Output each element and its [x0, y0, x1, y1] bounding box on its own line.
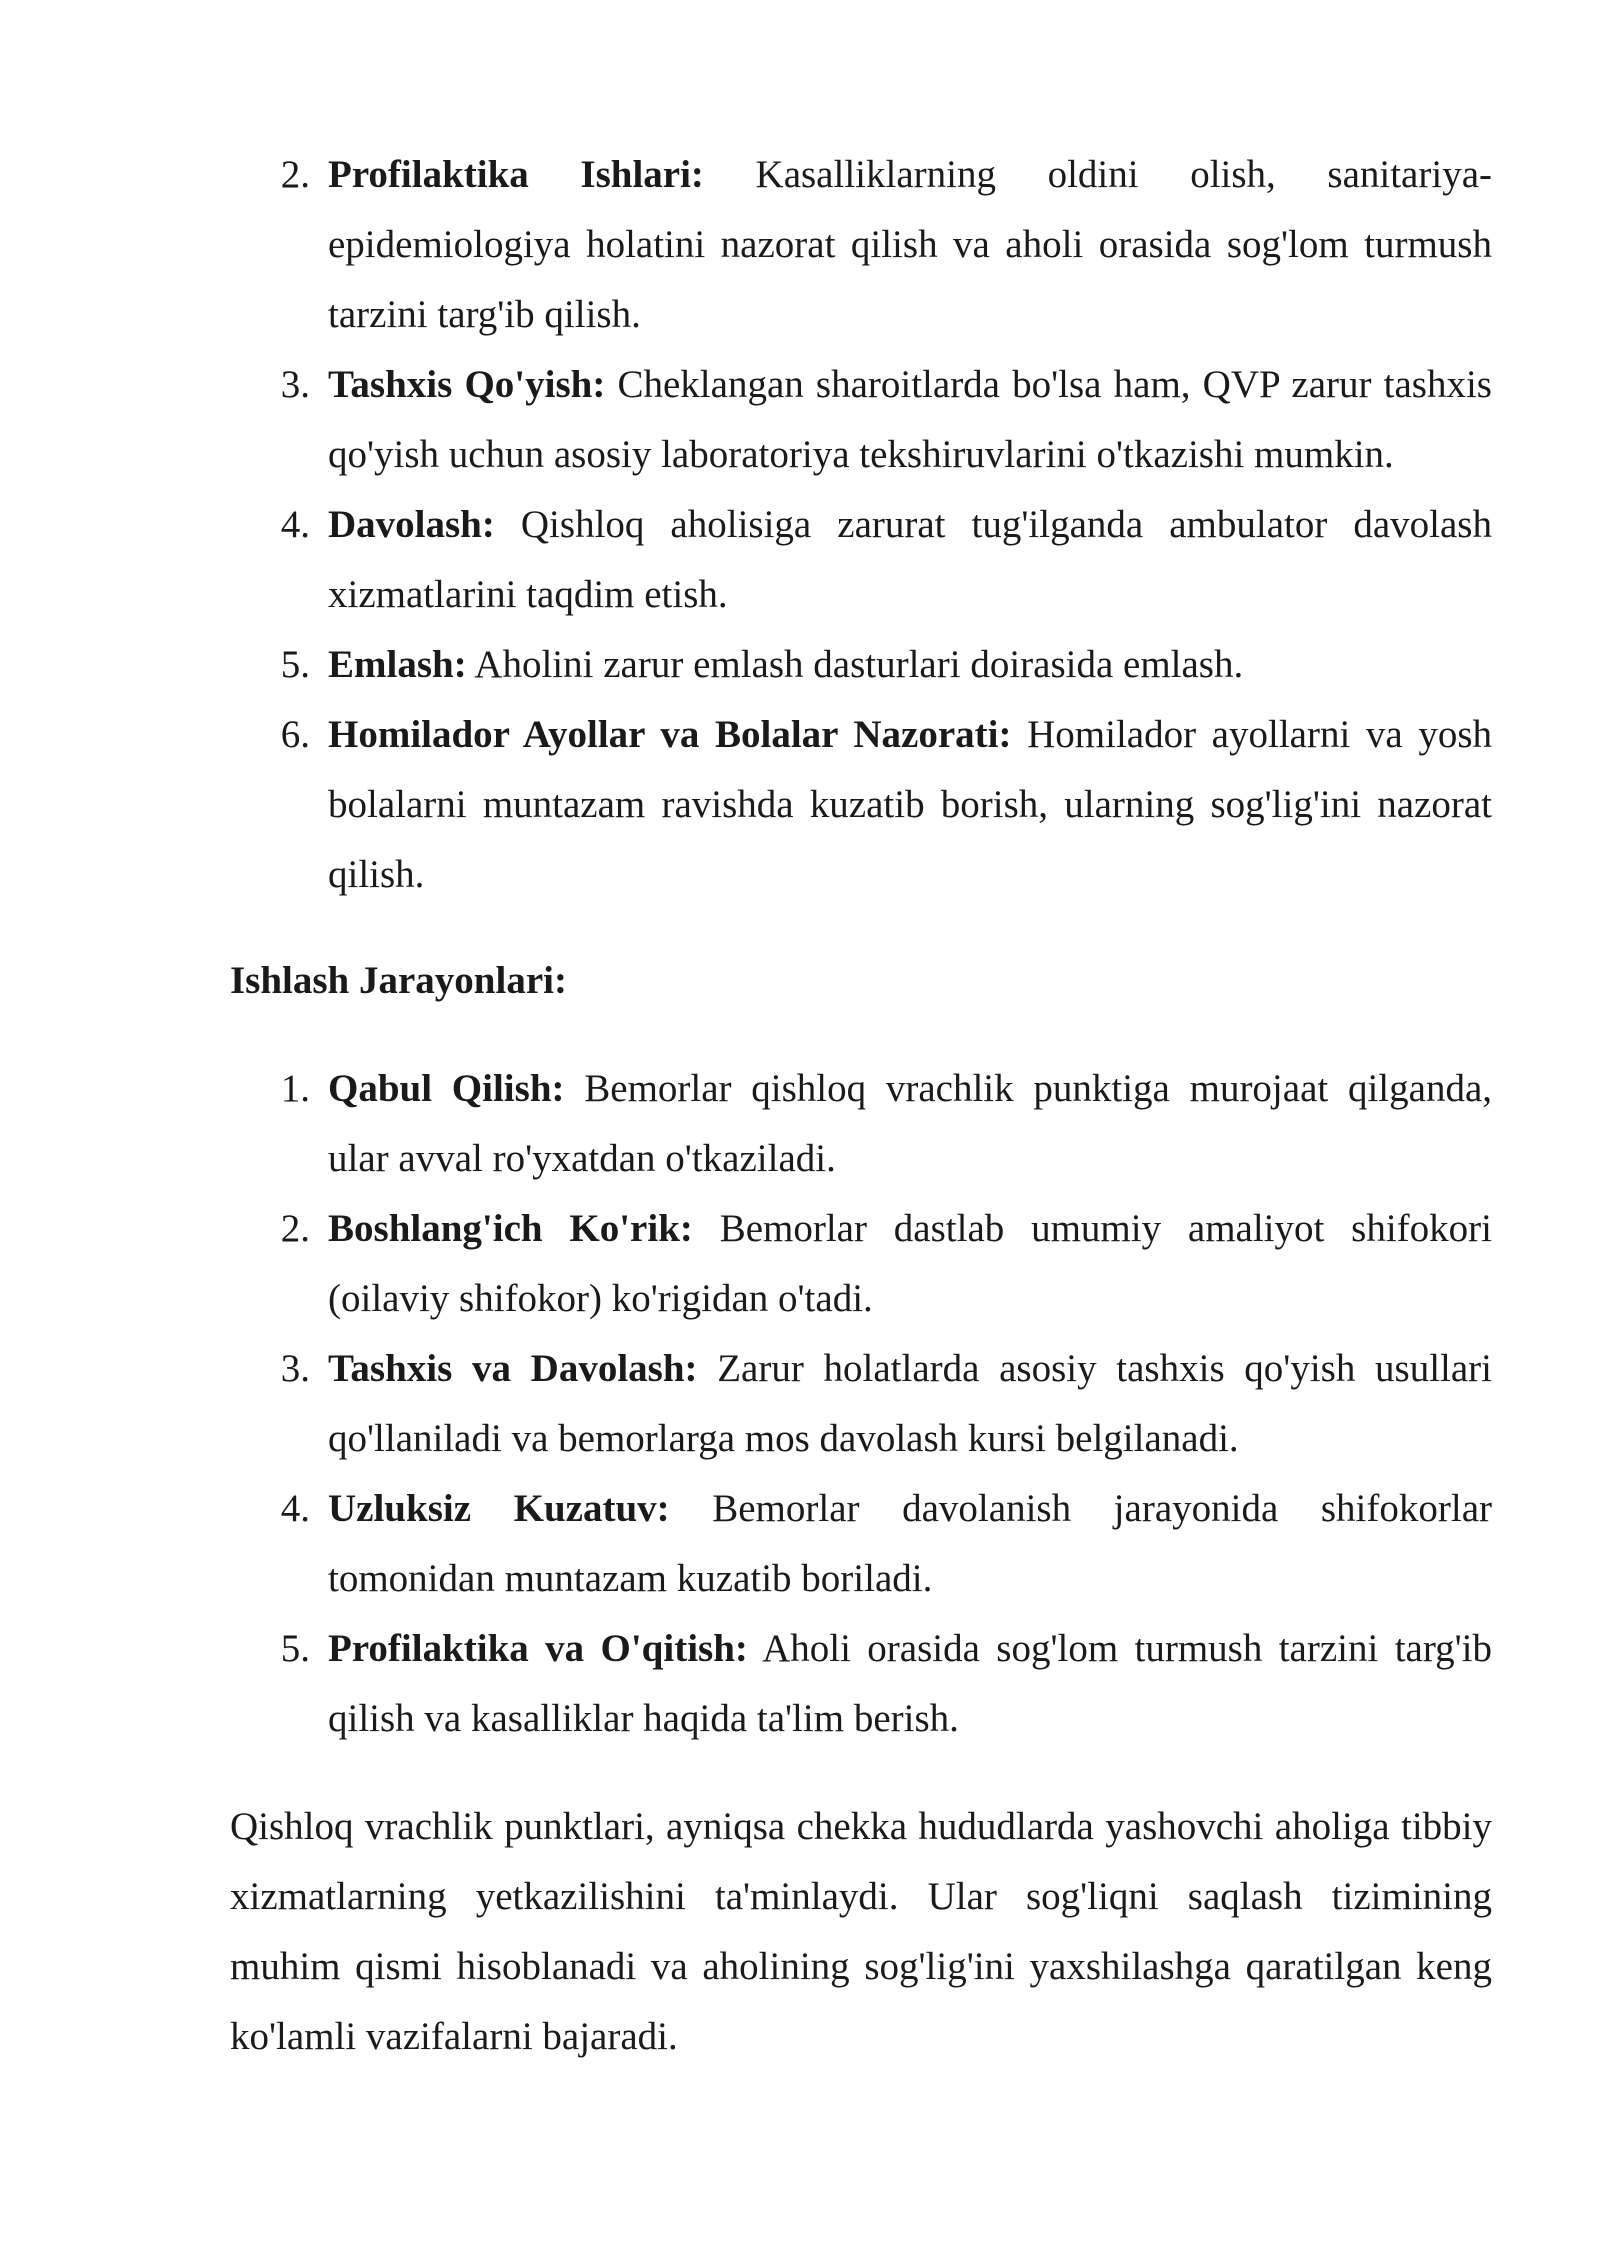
list-item-number: 3.: [280, 363, 310, 406]
list-item-term: Profilaktika Ishlari:: [328, 153, 704, 196]
list-item-number: 3.: [280, 1347, 310, 1390]
list-item-term: Qabul Qilish:: [328, 1067, 565, 1110]
list-item-text: Zarur holatlarda asosiy tashxis qo'yish usullari qo'llaniladi va bemorlarga mos davolash kursi belgilanadi.: [328, 1347, 1492, 1460]
document-page: [230, 140, 1492, 2111]
list-item-text: Bemorlar davolanish jarayonida shifokorlar tomonidan muntazam kuzatib boriladi.: [328, 1487, 1492, 1600]
list-item-text: Bemorlar dastlab umumiy amaliyot shifokori (oilaviy shifokor) ko'rigidan o'tadi.: [328, 1207, 1492, 1320]
process-list: [230, 1054, 1492, 1754]
list-item-text: Aholi orasida sog'lom turmush tarzini targ'ib qilish va kasalliklar haqida ta'lim berish.: [328, 1627, 1492, 1740]
list-item-term: Uzluksiz Kuzatuv:: [328, 1487, 670, 1530]
list-item-term: Davolash:: [328, 503, 495, 546]
list-item-number: 6.: [280, 713, 310, 756]
list-item: [230, 1474, 1492, 1614]
list-item-text: Bemorlar qishloq vrachlik punktiga murojaat qilganda, ular avval ro'yxatdan o'tkaziladi.: [328, 1067, 1493, 1180]
list-item: [230, 1194, 1492, 1334]
list-item-text: Kasalliklarning oldini olish, sanitariya-epidemiologiya holatini nazorat qilish va aholi orasida sog'lom turmush tarzini targ'ib qilish.: [328, 153, 1492, 336]
list-item-term: Tashxis va Davolash:: [328, 1347, 698, 1390]
list-item: [230, 700, 1492, 910]
list-item-number: 2.: [280, 153, 310, 196]
functions-list: [230, 140, 1492, 910]
list-item: [230, 1054, 1492, 1194]
section-heading: Ishlash Jarayonlari:: [230, 959, 567, 1002]
list-item-term: Homilador Ayollar va Bolalar Nazorati:: [328, 713, 1012, 756]
list-item: [230, 630, 1492, 700]
list-item-term: Boshlang'ich Ko'rik:: [328, 1207, 693, 1250]
list-item-term: Profilaktika va O'qitish:: [328, 1627, 748, 1670]
list-item-text: Qishloq aholisiga zarurat tug'ilganda ambulator davolash xizmatlarini taqdim etish.: [328, 503, 1492, 616]
list-item-number: 4.: [280, 503, 310, 546]
list-item-number: 1.: [280, 1067, 310, 1110]
list-item-term: Tashxis Qo'yish:: [328, 363, 606, 406]
closing-paragraph: Qishloq vrachlik punktlari, ayniqsa chekka hududlarda yashovchi aholiga tibbiy xizmatlarning yetkazilishini ta'minlaydi. Ular sog'liqni saqlash tizimining muhim qismi hisoblanadi va aholining sog'lig'ini yaxshilashga qaratilgan keng ko'lamli vazifalarni bajaradi.: [230, 1805, 1492, 2058]
list-item: [230, 350, 1492, 490]
list-item-number: 4.: [280, 1487, 310, 1530]
list-item-number: 5.: [280, 1627, 310, 1670]
list-item: [230, 140, 1492, 350]
list-item-text: Cheklangan sharoitlarda bo'lsa ham, QVP zarur tashxis qo'yish uchun asosiy laboratoriya tekshiruvlarini o'tkazishi mumkin.: [328, 363, 1492, 476]
list-item-term: Emlash:: [328, 643, 467, 686]
list-item-number: 5.: [280, 643, 310, 686]
list-item-text: Homilador ayollarni va yosh bolalarni muntazam ravishda kuzatib borish, ularning sog'lig'ini nazorat qilish.: [328, 713, 1492, 896]
list-item: [230, 1614, 1492, 1754]
list-item-number: 2.: [280, 1207, 310, 1250]
list-item-text: Aholini zarur emlash dasturlari doirasida emlash.: [466, 643, 1244, 686]
list-item: [230, 1334, 1492, 1474]
list-item: [230, 490, 1492, 630]
